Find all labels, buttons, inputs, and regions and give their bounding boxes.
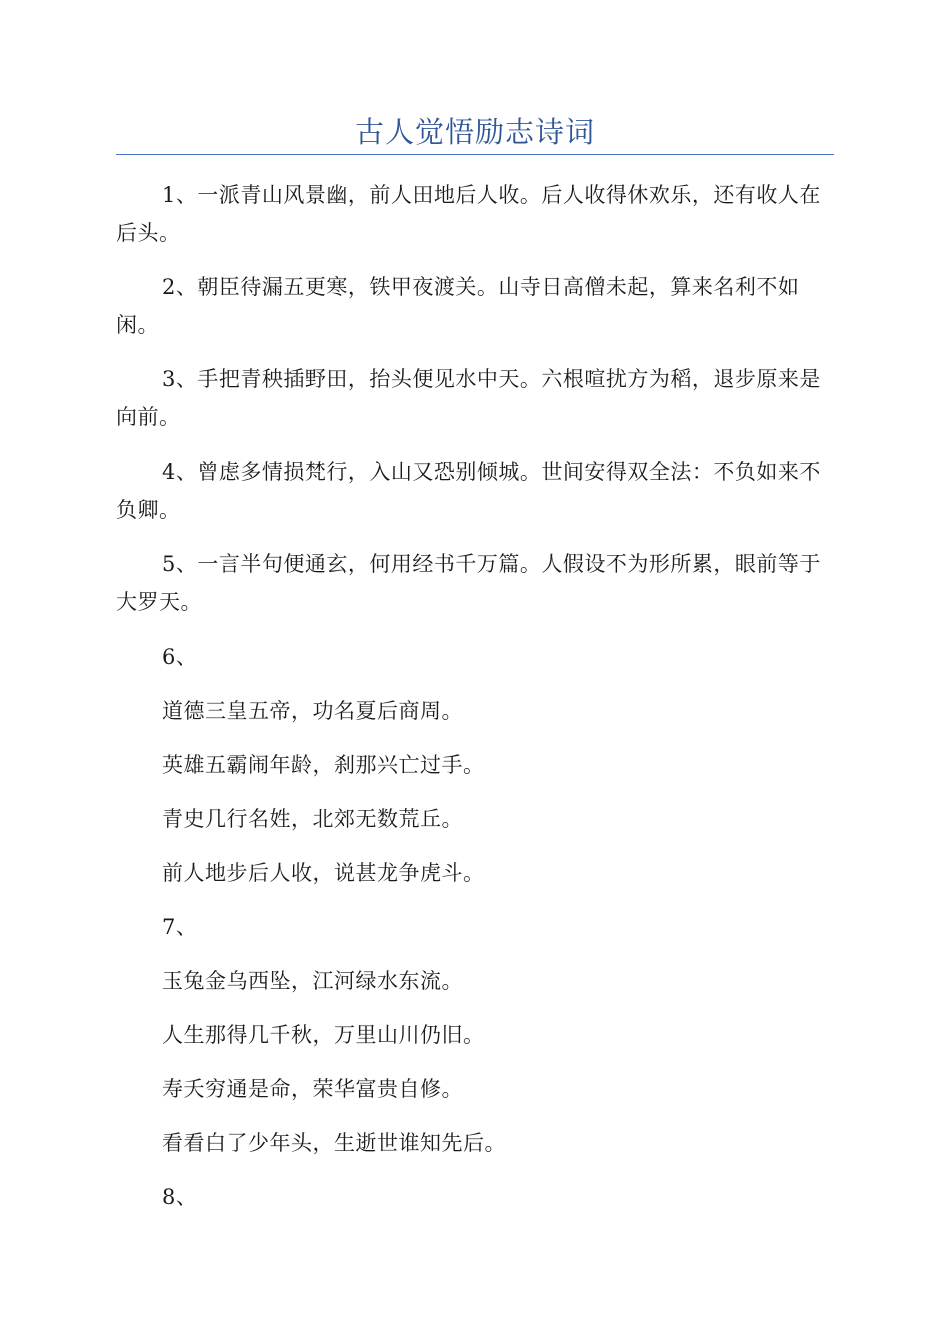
- poem-line: 道德三皇五帝，功名夏后商周。: [162, 699, 463, 723]
- poem-line: 人生那得几千秋，万里山川仍旧。: [162, 1023, 485, 1047]
- poem-line: 玉兔金乌西坠，江河绿水东流。: [162, 969, 463, 993]
- document-title: 古人觉悟励志诗词: [354, 115, 595, 149]
- title-underline: [116, 154, 834, 155]
- poem-line: 英雄五霸闹年龄，刹那兴亡过手。: [162, 753, 485, 777]
- poem-number-7: 7、: [162, 915, 198, 939]
- poem-paragraph-5: 5、一言半句便通玄，何用经书千万篇。人假设不为形所累，眼前等于大罗天。: [116, 552, 821, 614]
- poem-line: 青史几行名姓，北郊无数荒丘。: [162, 807, 463, 831]
- poem-line: 看看白了少年头，生逝世谁知先后。: [162, 1131, 506, 1155]
- poem-paragraph-4: 4、曾虑多情损梵行，入山又恐别倾城。世间安得双全法：不负如来不负卿。: [116, 460, 821, 522]
- poem-line: 寿夭穷通是命，荣华富贵自修。: [162, 1077, 463, 1101]
- poem-number-6: 6、: [162, 645, 198, 669]
- poem-line: 前人地步后人收，说甚龙争虎斗。: [162, 861, 485, 885]
- poem-number-8: 8、: [162, 1185, 198, 1209]
- poem-paragraph-3: 3、手把青秧插野田，抬头便见水中天。六根喧扰方为稻，退步原来是向前。: [116, 367, 821, 429]
- poem-paragraph-2: 2、朝臣待漏五更寒，铁甲夜渡关。山寺日高僧未起，算来名利不如闲。: [116, 275, 800, 337]
- poem-paragraph-1: 1、一派青山风景幽，前人田地后人收。后人收得休欢乐，还有收人在后头。: [116, 183, 821, 245]
